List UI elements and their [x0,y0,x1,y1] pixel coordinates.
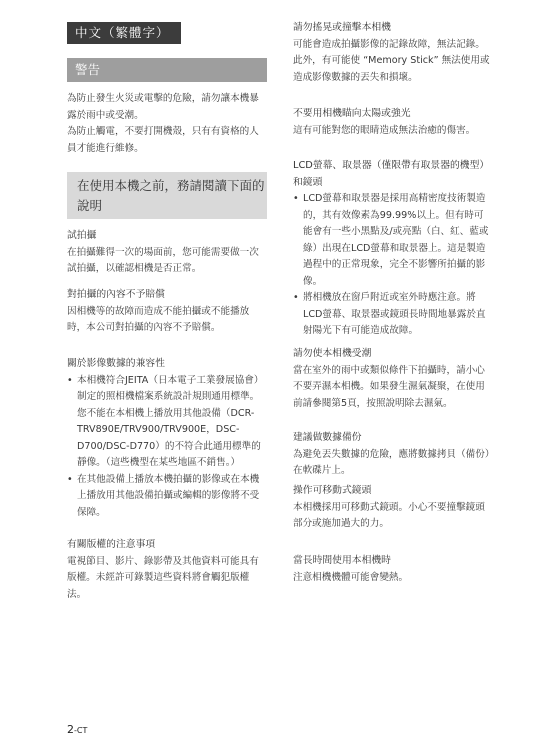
copyright-section [67,537,267,603]
backup-body: 為避免丟失數據的危險，應將數據拷貝（備份）在軟碟片上。 [293,448,490,476]
backup-title: 建議做數據備份 [293,432,362,443]
warning-title: 警告 [67,58,267,82]
page-number [67,722,87,740]
compatibility-list [67,373,267,522]
test-shot-body: 在拍攝難得一次的場面前，您可能需要做一次試拍攝，以確認相機是否正常。 [67,246,259,274]
lcd-item-1: • LCD螢幕和取景器是採用高精密度技術製造的，其有效像素為99.99%以上。但有時可能會有一些小黑點及/或亮點（白、紅、藍或綠）出現在LCD螢幕和取景器上。這是製造過程中的正常現象，完全不影響所拍攝的影像。 [293,191,493,290]
wet-body: 當在室外的雨中或類似條件下拍攝時，請小心不要弄濕本相機。如果發生濕氣凝聚，在使用前請參閱第5頁，按照說明除去濕氣。 [293,364,485,409]
shake-section [293,20,493,86]
lcd-list [293,191,493,340]
long-use-section [293,553,493,586]
sun-title: 不要用相機瞄向太陽或強光 [293,108,411,119]
no-compensation-section [67,287,267,337]
compatibility-item-2: • 在其他設備上播放本機拍攝的影像或在本機上播放用其他設備拍攝或編輯的影像將不受保障。 [67,472,267,522]
read-first-title: 在使用本機之前，務請閱讀下面的說明 [67,172,267,219]
compatibility-item-1: • 本相機符合JEITA（日本電子工業發展協會）制定的照相機檔案系統設計規則通用標準。您不能在本相機上播放用其他設備（DCR-TRV890E/TRV900/TRV900E，DSC-D700/DSC-D770）的不符合此通用標準的靜像。（這些機型在某些地區不銷售。） [67,373,267,472]
copyright-title: 有關版權的注意事項 [67,539,156,550]
backup-section [293,430,493,480]
lcd-item-2: • 將相機放在窗戶附近或室外時應注意。將LCD螢幕、取景器或鏡頭長時間地暴露於直射陽光下有可能造成故障。 [293,290,493,340]
lens-title: 操作可移動式鏡頭 [293,485,372,496]
no-compensation-body: 因相機等的故障而造成不能拍攝或不能播放時，本公司對拍攝的內容不予賠償。 [67,305,250,333]
warning-para-1: 為防止發生火災或電擊的危險，請勿讓本機暴露於雨中或受潮。 [67,93,259,121]
compatibility-section [67,356,267,521]
lens-body: 本相機採用可移動式鏡頭。小心不要撞擊鏡頭部分或施加過大的力。 [293,501,485,529]
page-number-value: 2 [67,723,74,736]
sun-section [293,106,493,139]
lcd-title: LCD螢幕、取景器（僅限帶有取景器的機型）和鏡頭 [293,160,490,188]
lens-section [293,483,493,533]
no-compensation-title: 對拍攝的內容不予賠償 [67,289,165,300]
wet-section [293,346,493,412]
wet-title: 請勿使本相機受潮 [293,348,372,359]
test-shot-title: 試拍攝 [67,230,97,241]
warning-para-2: 為防止觸電，不要打開機殼，只有有資格的人員才能進行維修。 [67,126,259,154]
lcd-section [293,158,493,340]
shake-title: 請勿搖晃或撞擊本相機 [293,22,391,33]
shake-body: 可能會造成拍攝影像的記錄故障，無法記錄。此外，有可能使 “Memory Stick” 無法使用或造成影像數據的丟失和損壞。 [293,38,490,83]
long-use-title: 當長時間使用本相機時 [293,555,391,566]
test-shot-section [67,228,267,278]
compatibility-title: 關於影像數據的兼容性 [67,358,165,369]
long-use-body: 注意相機機體可能會變熱。 [293,571,409,583]
warning-body [67,91,267,157]
copyright-body: 電視節目、影片、錄影帶及其他資料可能具有版權。未經許可錄製這些資料將會觸犯版權法。 [67,555,259,600]
page-number-suffix: -CT [74,726,88,735]
language-tab: 中文（繁體字） [67,22,181,44]
sun-body: 這有可能對您的眼睛造成無法治癒的傷害。 [293,124,476,136]
